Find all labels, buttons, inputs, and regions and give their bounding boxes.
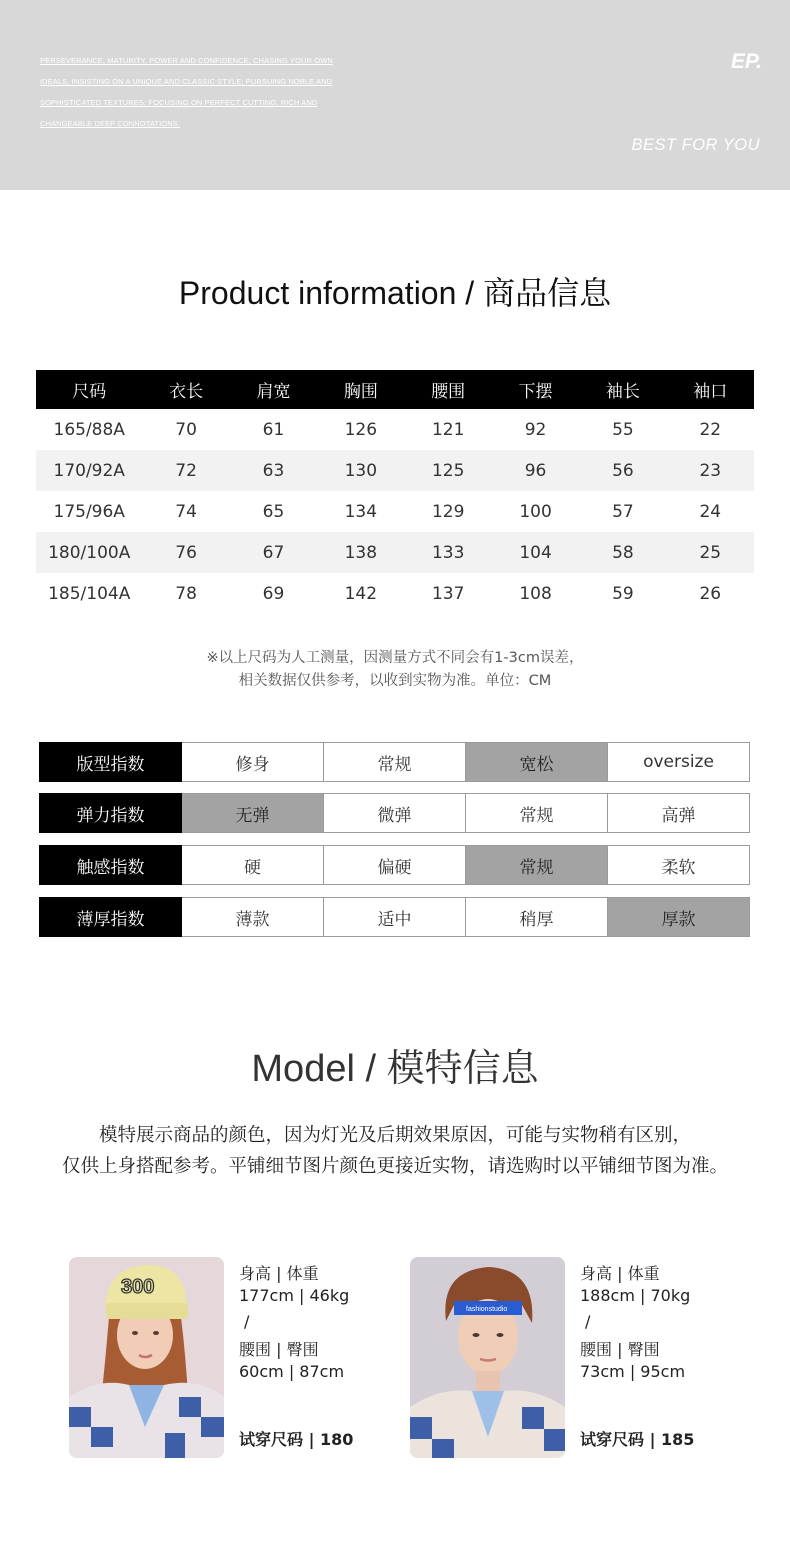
column-header: 袖口 [667,370,754,409]
table-cell: 170/92A [36,450,142,491]
model-height-weight-label: 身高 | 体重 [239,1264,319,1283]
model-photo-male [410,1257,565,1458]
index-label: 版型指数 [39,742,182,782]
size-table-header [36,370,754,409]
product-info-title: Product information / 商品信息 [178,275,612,311]
index-option: 常规 [466,793,608,833]
index-option: 硬 [182,845,324,885]
model-height-weight-value: 188cm | 70kg [580,1286,691,1305]
index-option: 微弹 [324,793,466,833]
column-header: 腰围 [405,370,492,409]
header-banner [0,0,790,190]
svg-text:300: 300 [121,1276,155,1298]
table-cell: 24 [699,501,722,522]
slogan-line: PERSEVERANCE, MATURITY, POWER AND CONFIDENCE; CHASING YOUR OWN [40,56,333,65]
index-option: 偏硬 [324,845,466,885]
index-option: 稍厚 [466,897,608,937]
size-note-line: ※以上尺码为人工测量，因测量方式不同会有1-3cm误差， [206,650,584,666]
column-header: 袖长 [579,370,666,409]
table-cell: 130 [317,450,404,491]
index-row-fit [39,742,750,782]
model-waist-hip-label: 腰围 | 臀围 [239,1340,319,1359]
table-cell: 108 [519,583,552,604]
column-header: 衣长 [142,370,229,409]
table-cell: 104 [492,532,579,573]
index-option: 薄款 [182,897,324,937]
table-cell: 138 [317,532,404,573]
index-option-selected: 厚款 [608,897,750,937]
table-cell: 25 [667,532,754,573]
table-cell: 57 [612,501,634,522]
index-row-thickness [39,897,750,937]
svg-text:fashionstudio: fashionstudio [466,1306,508,1313]
size-table [36,370,754,614]
index-option: 常规 [324,742,466,782]
brand-tagline: BEST FOR YOU [631,136,760,154]
model-waist-hip-value: 73cm | 95cm [580,1362,686,1381]
model-separator: / [585,1312,591,1331]
index-label: 薄厚指数 [39,897,182,937]
model-trial-size: 试穿尺码 | 185 [580,1430,695,1449]
model-illustration [410,1257,565,1458]
table-row [36,491,754,532]
table-cell: 133 [405,532,492,573]
model-height-weight-label: 身高 | 体重 [580,1264,660,1283]
model-waist-hip-value: 60cm | 87cm [239,1362,345,1381]
model-photo-female [69,1257,224,1458]
index-option: 高弹 [608,793,750,833]
table-cell: 121 [431,419,465,440]
column-header: 肩宽 [230,370,317,409]
table-cell: 69 [262,583,285,604]
table-cell: 134 [344,501,378,522]
table-cell: 67 [230,532,317,573]
table-cell: 78 [175,583,197,604]
table-cell: 76 [142,532,229,573]
model-height-weight-value: 177cm | 46kg [239,1286,350,1305]
table-row [36,450,754,491]
table-cell: 61 [262,419,285,440]
slogan-line: CHANGEABLE DEEP CONNOTATIONS. [40,119,181,128]
table-cell: 74 [175,501,197,522]
index-option: 修身 [182,742,324,782]
table-cell: 70 [175,419,197,440]
model-illustration [69,1257,224,1458]
slogan-line: IDEALS, INSISTING ON A UNIQUE AND CLASSIC STYLE; PURSUING NOBLE AND [40,77,333,86]
table-cell: 180/100A [36,532,142,573]
table-cell: 55 [612,419,634,440]
index-option-selected: 无弹 [182,793,324,833]
table-cell: 125 [405,450,492,491]
column-header: 胸围 [317,370,404,409]
column-header: 下摆 [492,370,579,409]
table-cell: 63 [230,450,317,491]
table-cell: 22 [699,419,722,440]
table-cell: 23 [667,450,754,491]
size-note-line: 相关数据仅供参考，以收到实物为准。单位：CM [238,673,552,689]
index-option: 柔软 [608,845,750,885]
index-option: oversize [608,742,750,782]
index-option: 适中 [324,897,466,937]
table-cell: 58 [579,532,666,573]
brand-slogan [40,50,370,134]
index-label: 弹力指数 [39,793,182,833]
table-cell: 137 [431,583,465,604]
column-header: 尺码 [36,370,142,409]
model-trial-size: 试穿尺码 | 180 [239,1430,354,1449]
table-cell: 56 [579,450,666,491]
index-row-touch [39,845,750,885]
index-option-selected: 常规 [466,845,608,885]
table-row [36,532,754,573]
table-cell: 175/96A [53,501,125,522]
table-cell: 96 [492,450,579,491]
table-cell: 185/104A [48,583,131,604]
table-cell: 59 [612,583,634,604]
table-cell: 165/88A [53,419,125,440]
model-waist-hip-label: 腰围 | 臀围 [580,1340,660,1359]
index-label: 触感指数 [39,845,182,885]
table-cell: 126 [344,419,378,440]
model-desc-line: 模特展示商品的颜色，因为灯光及后期效果原因，可能与实物稍有区别， [98,1125,691,1146]
slogan-line: SOPHISTICATED TEXTURES; FOCUSING ON PERFECT CUTTING, RICH AND [40,98,318,107]
table-row [36,573,754,614]
model-desc-line: 仅供上身搭配参考。平铺细节图片颜色更接近实物，请选购时以平铺细节图为准。 [61,1156,728,1177]
table-cell: 72 [142,450,229,491]
index-option-selected: 宽松 [466,742,608,782]
table-cell: 100 [519,501,552,522]
brand-logo: EP. [730,50,762,73]
table-cell: 92 [524,419,547,440]
table-cell: 26 [699,583,722,604]
index-row-elasticity [39,793,750,833]
table-cell: 65 [262,501,285,522]
model-info-title: Model / 模特信息 [251,1048,539,1090]
table-row [36,409,754,450]
model-separator: / [244,1312,250,1331]
table-cell: 142 [344,583,378,604]
table-cell: 129 [431,501,465,522]
